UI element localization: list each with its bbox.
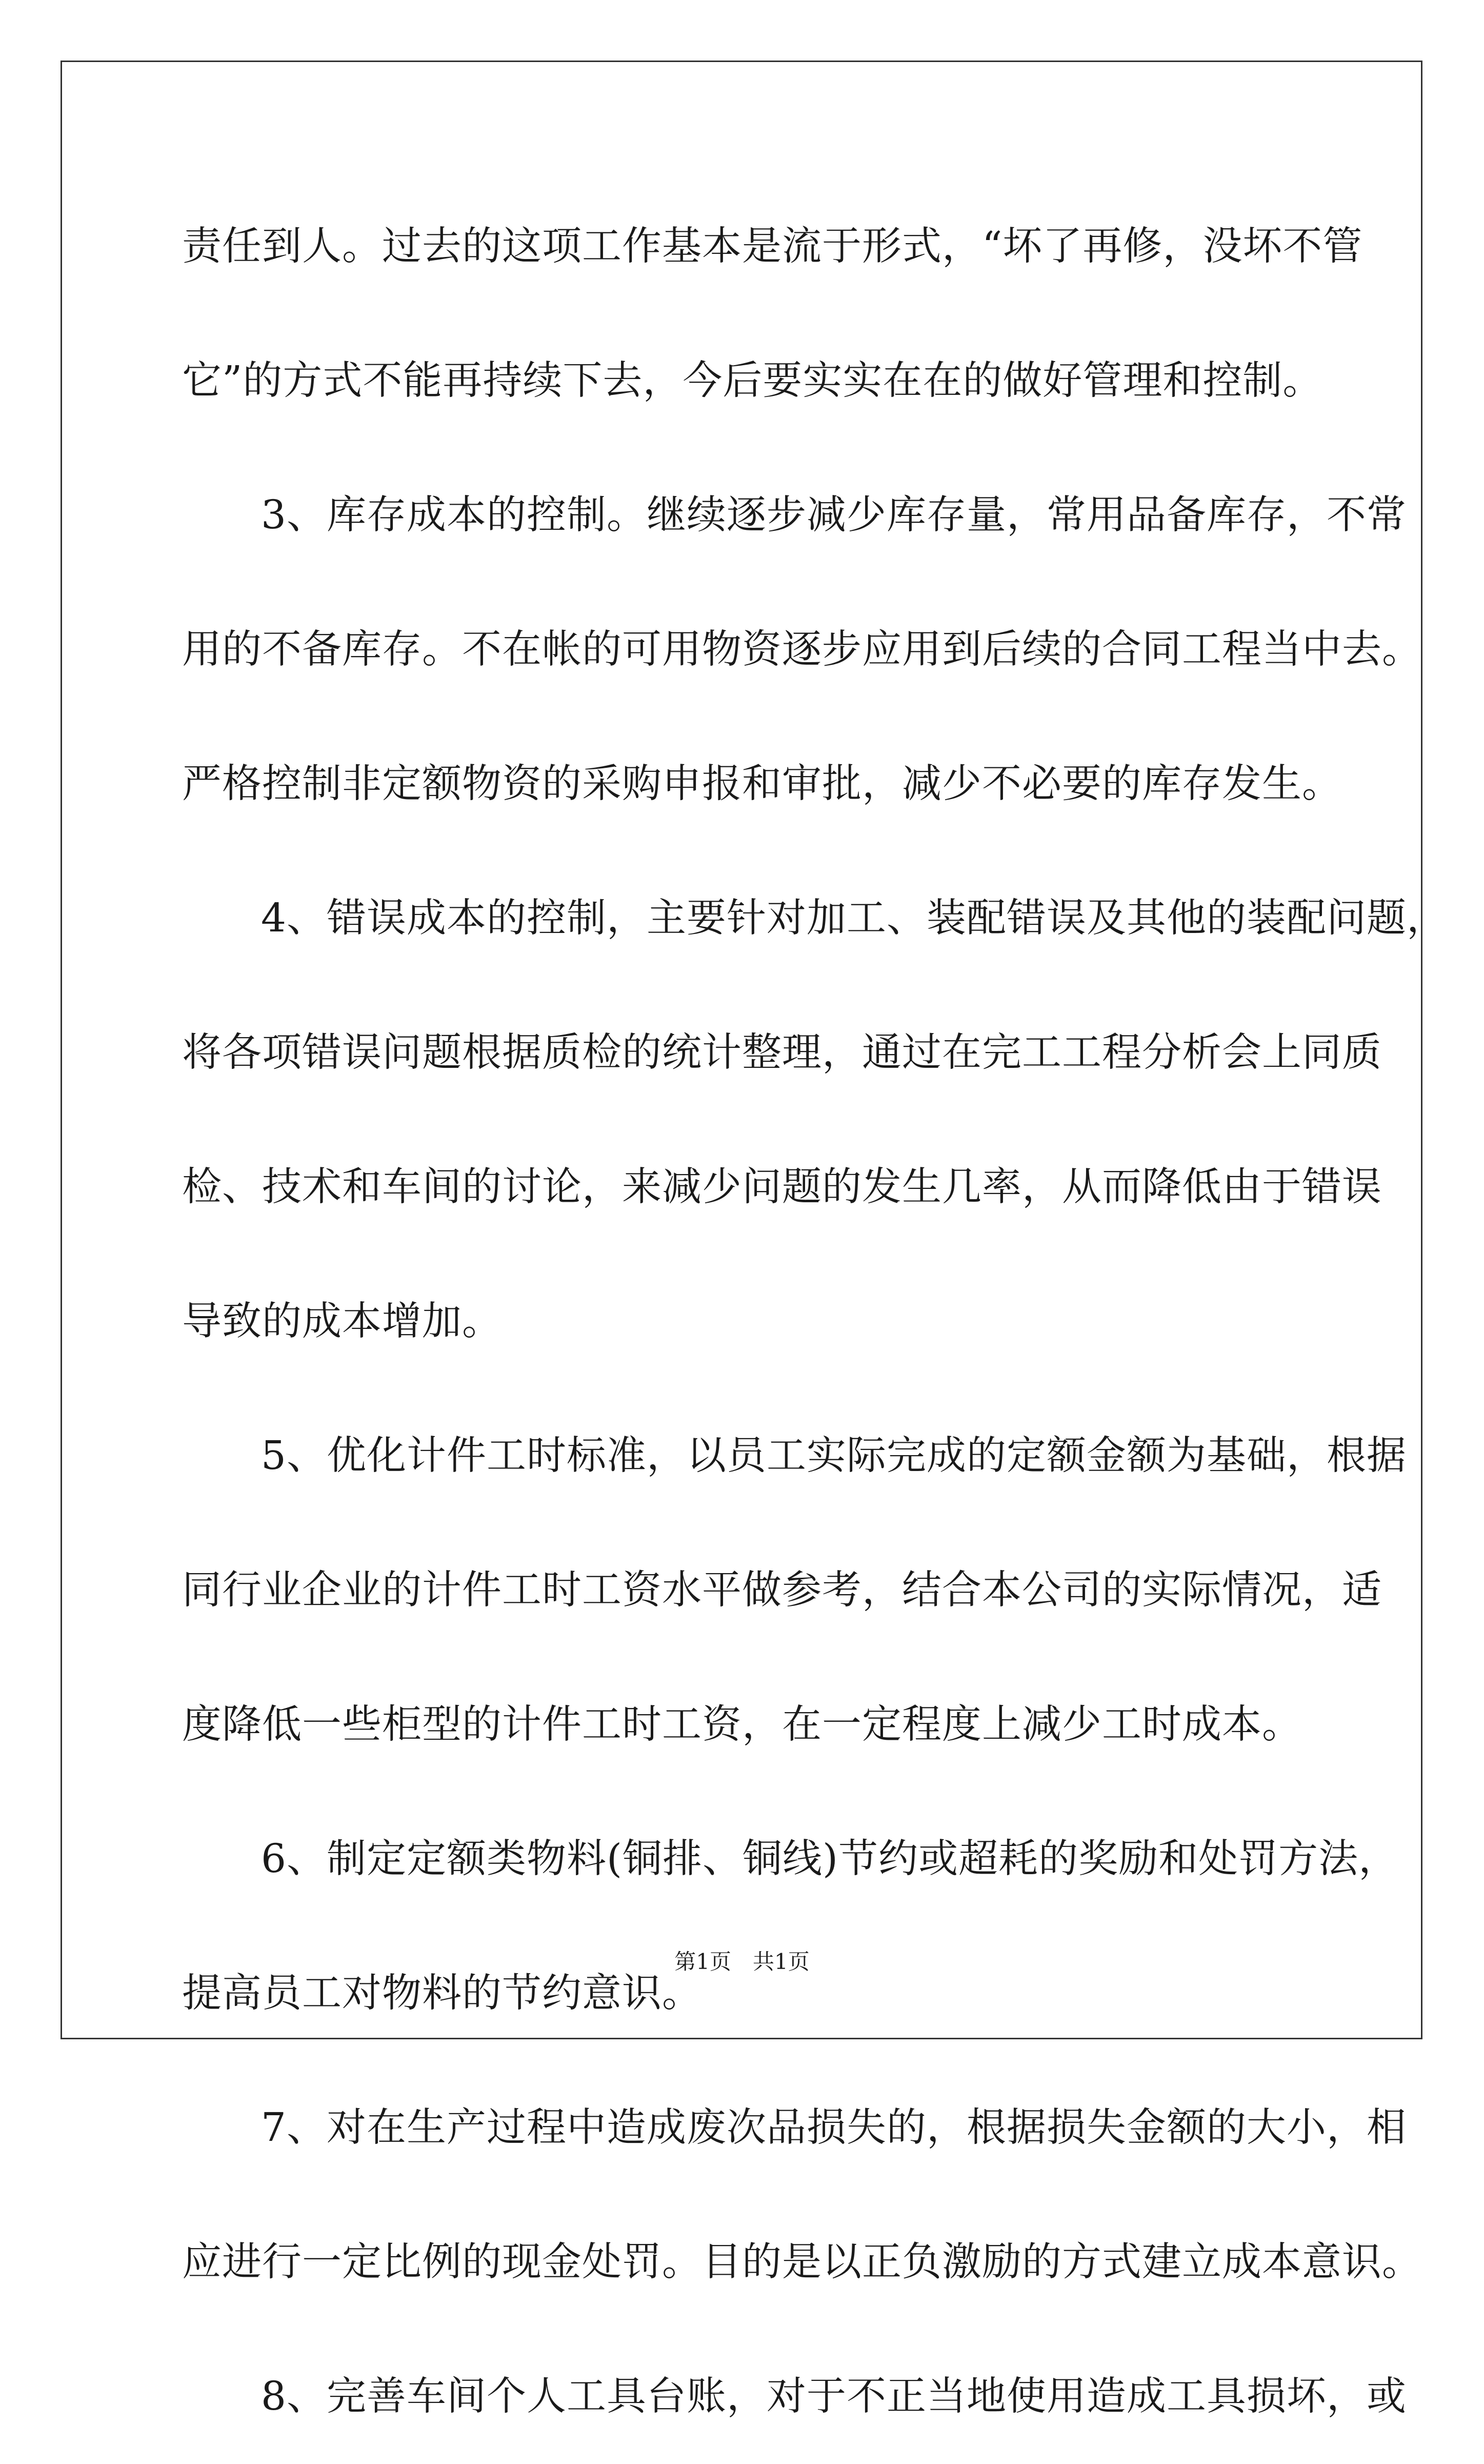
text-line: 3、库存成本的控制。继续逐步减少库存量，常用品备库存，不常 [261, 492, 1407, 538]
text-line: 将各项错误问题根据质检的统计整理，通过在完工工程分析会上同质 [182, 1030, 1382, 1076]
text-line: 检、技术和车间的讨论，来减少问题的发生几率，从而降低由于错误 [182, 1164, 1382, 1210]
text-line: 提高员工对物料的节约意识。 [182, 1971, 702, 2016]
text-line: 应进行一定比例的现金处罚。目的是以正负激励的方式建立成本意识。 [182, 2239, 1422, 2285]
text-line: 导致的成本增加。 [182, 1299, 502, 1344]
text-line: 用的不备库存。不在帐的可用物资逐步应用到后续的合同工程当中去。 [182, 627, 1422, 672]
text-line: 严格控制非定额物资的采购申报和审批，减少不必要的库存发生。 [182, 761, 1342, 807]
text-line: 8、完善车间个人工具台账，对于不正当地使用造成工具损坏，或 [261, 2374, 1407, 2419]
page-number: 第1页 共1页 [674, 1949, 810, 1974]
text-line: 责任到人。过去的这项工作基本是流于形式，“坏了再修，没坏不管 [182, 224, 1363, 269]
document-body [182, 180, 1447, 2464]
text-line: 7、对在生产过程中造成废次品损失的，根据损失金额的大小，相 [261, 2105, 1407, 2151]
text-line: 度降低一些柜型的计件工时工资，在一定程度上减少工时成本。 [182, 1702, 1302, 1747]
text-line: 5、优化计件工时标准，以员工实际完成的定额金额为基础，根据 [261, 1433, 1407, 1479]
text-line: 4、错误成本的控制，主要针对加工、装配错误及其他的装配问题， [261, 896, 1447, 941]
text-line: 6、制定定额类物料(铜排、铜线)节约或超耗的奖励和处罚方法， [261, 1836, 1399, 1882]
text-line: 同行业企业的计件工时工资水平做参考，结合本公司的实际情况，适 [182, 1567, 1382, 1613]
text-line: 它”的方式不能再持续下去，今后要实实在在的做好管理和控制。 [182, 358, 1323, 404]
